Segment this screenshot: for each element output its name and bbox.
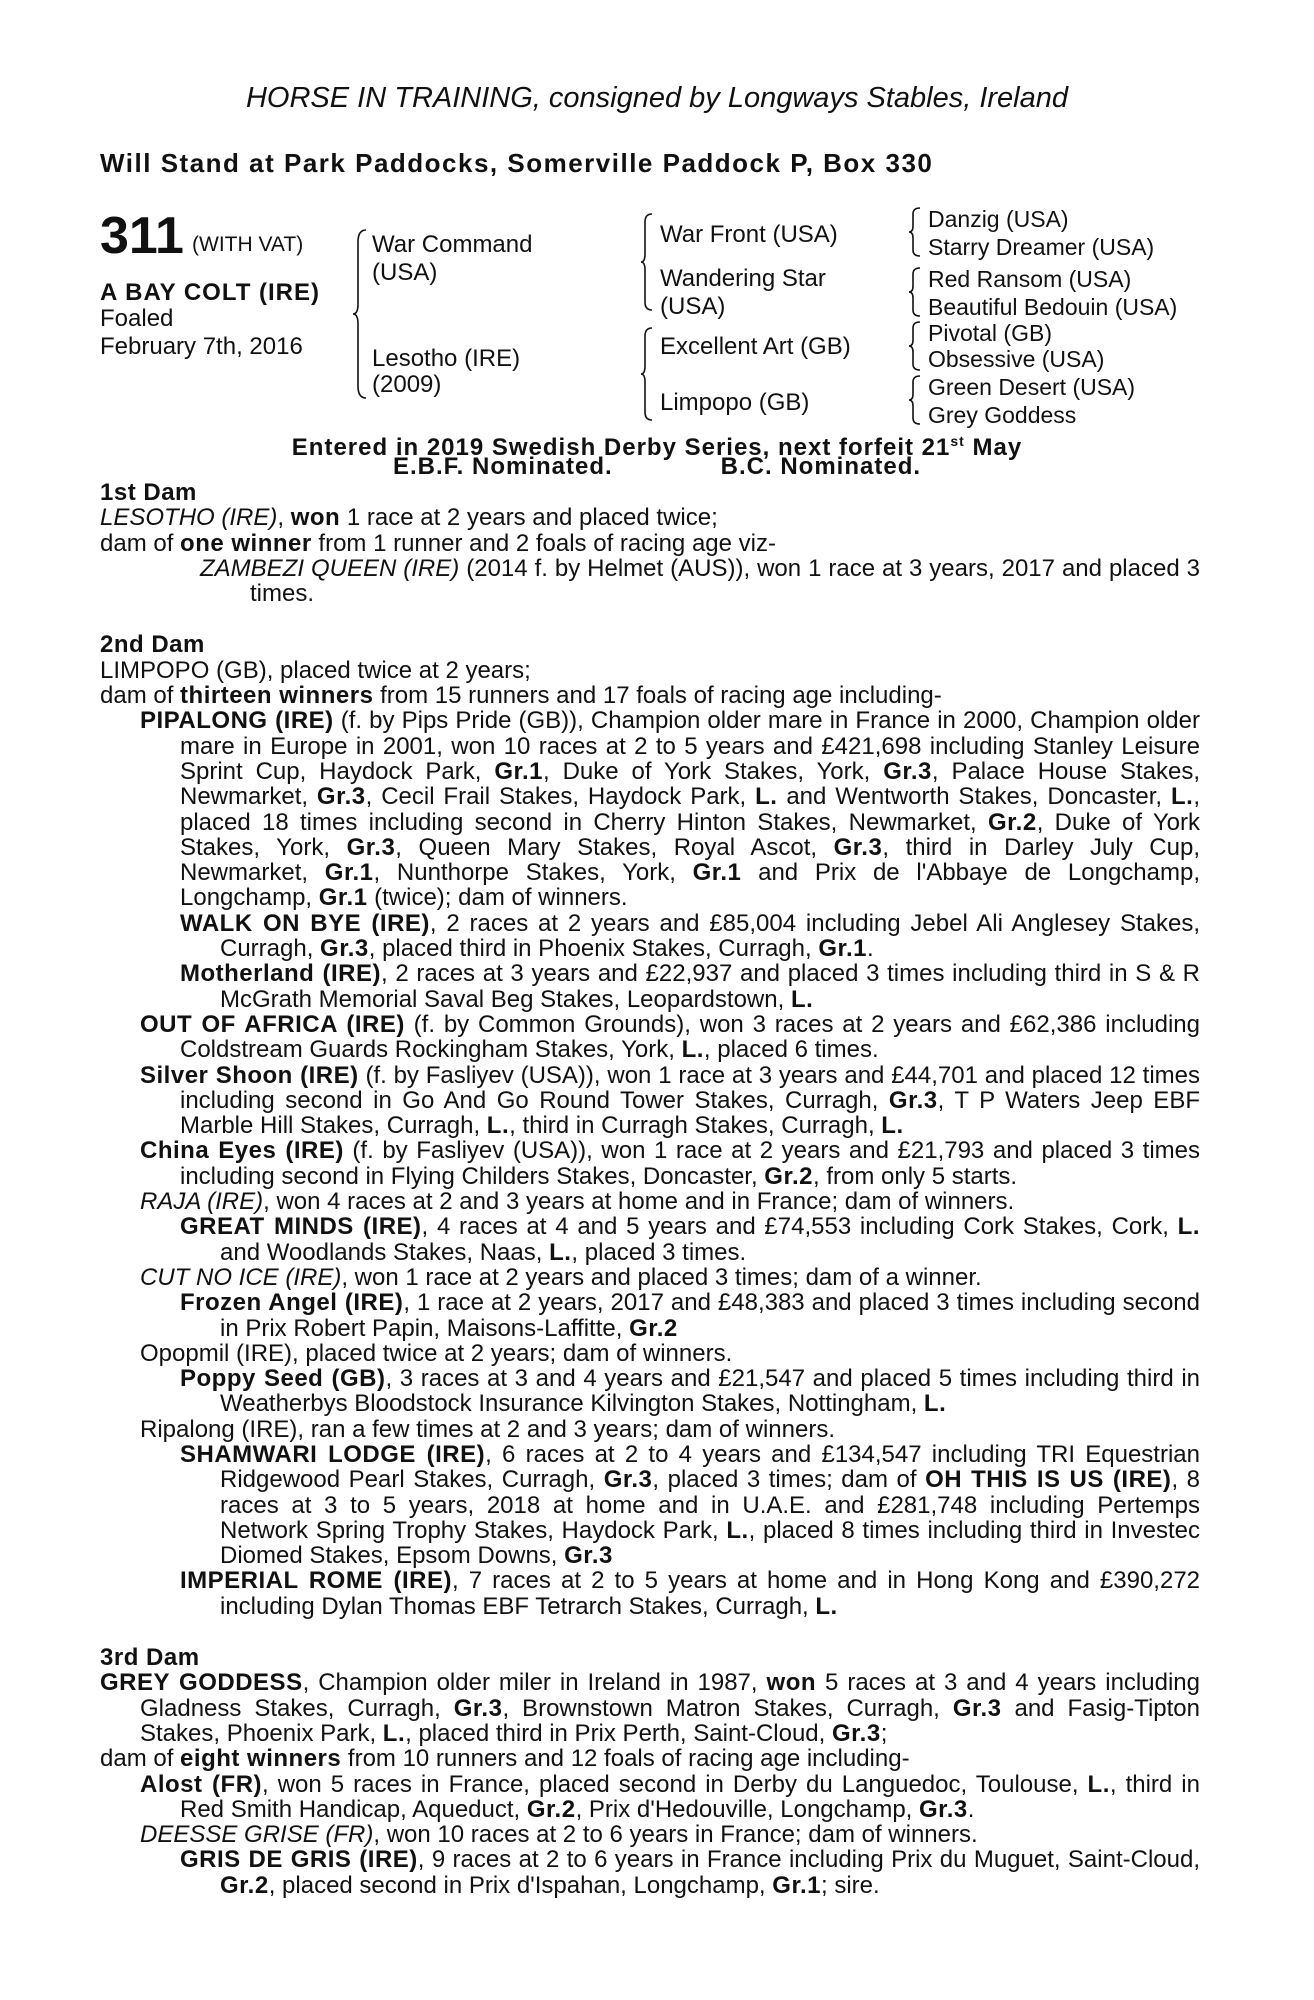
text-run: , Brownstown Matron Stakes, Curragh, — [502, 1694, 953, 1722]
produce-entry-silver-shoon — [100, 1063, 1200, 1139]
text-run: and Prix de l'Abbaye de Longchamp, Longchamp, — [180, 859, 1200, 912]
pedigree-brace-g34 — [908, 266, 922, 318]
text-run: 1 race at 2 years and placed twice; — [340, 504, 718, 532]
first-dam-entry — [100, 505, 1200, 530]
text-run: (f. by Common Grounds), won 3 races at 2 years and £62,386 including Coldstream Guards Rockingham Stakes, York, — [180, 1010, 1200, 1064]
first-dam-produce-summary — [100, 531, 1200, 556]
text-run: from 10 runners and 12 foals of racing age including- — [341, 1745, 910, 1773]
text-run: L. — [549, 1238, 572, 1266]
pedigree-dam-year: (2009) — [372, 371, 442, 398]
text-run: (f. by Pips Pride (GB)), Champion older mare in France in 2000, Champion older mare in Europe in 2001, won 10 races at 2 to 5 years and £421,698 including Stanley Leisure Sprint Cup, Haydock Park, — [180, 707, 1200, 785]
third-dam-heading: 3rd Dam — [100, 1644, 200, 1672]
text-run: won — [766, 1669, 817, 1697]
text-run: (f. by Fasliyev (USA)), won 1 race at 2 years and £21,793 and placed 3 times including second in Flying Childers Stakes, Doncaster, — [180, 1137, 1201, 1190]
text-run: IMPERIAL ROME (IRE) — [180, 1567, 452, 1595]
lot-number: 311 — [100, 207, 184, 265]
text-run: dam of — [100, 682, 181, 710]
third-dam-produce-summary — [100, 1746, 1200, 1771]
text-run: L. — [726, 1516, 749, 1544]
text-run: , 6 races at 2 to 4 years and £134,547 including TRI Equestrian Ridgewood Pearl Stakes, Curragh, — [220, 1440, 1200, 1494]
page-title: HORSE IN TRAINING, consigned by Longways Stables, Ireland — [245, 82, 1069, 114]
text-run: and Fasig-Tipton Stakes, Phoenix Park, — [140, 1694, 1200, 1747]
produce-entry-great-minds — [100, 1214, 1200, 1265]
text-run: ; — [880, 1719, 888, 1747]
text-run: , placed 3 times. — [571, 1238, 747, 1266]
text-run: , Queen Mary Stakes, Royal Ascot, — [395, 833, 834, 861]
pedigree-brace-dam — [640, 326, 654, 422]
stand-location: Will Stand at Park Paddocks, Somerville Paddock P, Box 330 — [100, 148, 934, 178]
lot-description: A BAY COLT (IRE) — [100, 279, 321, 306]
pedigree-gen3-1: Danzig (USA) — [928, 206, 1069, 232]
text-run: Gr.2 — [526, 1795, 576, 1823]
text-run: , placed third in Phoenix Stakes, Curragh, — [368, 935, 819, 963]
text-run: L. — [681, 1036, 704, 1064]
text-run: Gr.2 — [629, 1314, 678, 1342]
text-run: and Wentworth Stakes, Doncaster, — [777, 783, 1171, 811]
pedigree-dam-dam: Limpopo (GB) — [660, 389, 810, 416]
text-run: , Duke of York Stakes, York, — [543, 757, 884, 785]
pedigree-sire-sire: War Front (USA) — [660, 221, 838, 248]
pedigree-gen3-2: Starry Dreamer (USA) — [928, 234, 1155, 260]
text-run: Gr.3 — [888, 1086, 938, 1114]
produce-entry-zambezi-queen — [100, 556, 1200, 607]
pedigree-sire: War Command — [372, 231, 533, 258]
section-gap — [100, 606, 1200, 632]
text-run: . — [967, 1795, 975, 1823]
pedigree-sire-dam-origin: (USA) — [660, 293, 726, 320]
pedigree-brace-g56 — [908, 320, 922, 372]
text-run: Gr.3 — [603, 1466, 653, 1494]
second-dam-entry: LIMPOPO (GB), placed twice at 2 years; — [100, 656, 531, 684]
text-run: , Palace House Stakes, Newmarket, — [180, 757, 1201, 811]
text-run: Gr.3 — [883, 757, 932, 785]
text-run: from 1 runner and 2 foals of racing age viz- — [311, 529, 776, 557]
text-run: Gr.3 — [346, 833, 396, 861]
text-run: , won 10 races at 2 to 6 years in France; dam of winners. — [373, 1821, 978, 1849]
pedigree-dam-sire: Excellent Art (GB) — [660, 333, 851, 360]
text-run: , third in Curragh Stakes, Curragh, — [509, 1112, 882, 1140]
text-run: , 2 races at 2 years and £85,004 including Jebel Ali Anglesey Stakes, Curragh, — [220, 909, 1200, 963]
foaled-date: February 7th, 2016 — [100, 333, 303, 360]
third-dam-entry — [100, 1670, 1200, 1746]
derby-entry-sup: st — [950, 433, 965, 449]
produce-entry-raja — [100, 1189, 1200, 1214]
text-run: Gr.1 — [692, 859, 742, 887]
text-run: ; sire. — [820, 1871, 880, 1899]
text-run: Gr.2 — [764, 1162, 813, 1190]
text-run: Gr.3 — [832, 1719, 881, 1747]
text-run: , won 4 races at 2 and 3 years at home and in France; dam of winners. — [263, 1188, 1015, 1216]
produce-entry-frozen-angel — [100, 1290, 1200, 1341]
text-run: , third in Red Smith Handicap, Aqueduct, — [180, 1770, 1200, 1823]
produce-entry-poppy-seed — [100, 1366, 1200, 1417]
pedigree-gen3-6: Obsessive (USA) — [928, 346, 1105, 372]
text-run: CUT NO ICE (IRE) — [140, 1263, 342, 1291]
text-run: DEESSE GRISE (FR) — [140, 1821, 374, 1849]
text-run: , placed second in Prix d'Ispahan, Longchamp, — [268, 1871, 773, 1899]
produce-entry-china-eyes — [100, 1138, 1200, 1189]
pedigree-brace-g12 — [908, 206, 922, 258]
text-run: Silver Shoon (IRE) — [140, 1061, 359, 1089]
text-run: GREAT MINDS (IRE) — [180, 1213, 422, 1241]
text-run: (2014 f. by Helmet (AUS)), won 1 race at 3 years, 2017 and placed 3 times. — [250, 554, 1200, 608]
text-run: China Eyes (IRE) — [140, 1137, 344, 1165]
text-run: , placed 18 times including second in Cherry Hinton Stakes, Newmarket, — [180, 783, 1200, 836]
text-run: , Champion older miler in Ireland in 1987, — [302, 1669, 767, 1697]
derby-entry-text: Entered in 2019 Swedish Derby Series, next forfeit 21 — [291, 434, 951, 461]
text-run: L. — [1177, 1213, 1200, 1241]
text-run: , T P Waters Jeep EBF Marble Hill Stakes, Curragh, — [180, 1086, 1200, 1140]
text-run: Gr.3 — [316, 783, 366, 811]
text-run: OUT OF AFRICA (IRE) — [140, 1010, 405, 1038]
text-run: Alost (FR) — [140, 1770, 263, 1798]
text-run: L. — [486, 1112, 510, 1140]
pedigree-gen3-5: Pivotal (GB) — [928, 320, 1052, 346]
text-run: one winner — [180, 529, 312, 557]
first-dam-name: LESOTHO (IRE) — [100, 504, 278, 532]
produce-entry-ripalong: Ripalong (IRE), ran a few times at 2 and 3 years; dam of winners. — [140, 1415, 835, 1443]
text-run: , 4 races at 4 and 5 years and £74,553 including Cork Stakes, Cork, — [421, 1213, 1178, 1241]
second-dam-heading: 2nd Dam — [100, 631, 205, 659]
text-run: RAJA (IRE) — [140, 1188, 264, 1216]
text-run: ZAMBEZI QUEEN (IRE) — [200, 554, 460, 582]
produce-entry-pipalong — [100, 708, 1200, 910]
pedigree-dam: Lesotho (IRE) — [372, 345, 521, 372]
pedigree-brace-main — [352, 228, 368, 400]
text-run: Gr.2 — [220, 1871, 269, 1899]
pedigree-gen3-3: Red Ransom (USA) — [928, 266, 1132, 292]
text-run: from 15 runners and 17 foals of racing age including- — [373, 682, 942, 710]
text-run: L. — [881, 1112, 904, 1140]
text-run: won — [290, 504, 341, 532]
text-run: (twice); dam of winners. — [367, 884, 628, 912]
produce-entry-opopmil: Opopmil (IRE), placed twice at 2 years; dam of winners. — [140, 1339, 733, 1367]
produce-entry-out-of-africa — [100, 1012, 1200, 1063]
section-gap — [100, 1619, 1200, 1645]
produce-entry-deesse-grise — [100, 1822, 1200, 1847]
text-run: OH THIS IS US (IRE) — [925, 1466, 1172, 1494]
text-run: GREY GODDESS — [100, 1669, 303, 1697]
pedigree-gen3-8: Grey Goddess — [928, 402, 1077, 428]
bc-nomination: B.C. Nominated. — [720, 453, 922, 480]
text-run: dam of — [100, 529, 181, 557]
text-run: , placed third in Prix Perth, Saint-Cloud, — [405, 1719, 832, 1747]
text-run: Motherland (IRE) — [180, 960, 381, 988]
pedigree-gen3-4: Beautiful Bedouin (USA) — [928, 294, 1178, 320]
text-run: L. — [1087, 1770, 1110, 1798]
text-run: L. — [1171, 783, 1194, 811]
produce-entry-cut-no-ice — [100, 1265, 1200, 1290]
text-run: , placed 6 times. — [703, 1036, 879, 1064]
derby-entry-month: May — [964, 434, 1023, 461]
text-run: L. — [382, 1719, 406, 1747]
text-run: Gr.3 — [919, 1795, 968, 1823]
vat-label: (WITH VAT) — [192, 233, 304, 256]
text-run: dam of — [100, 1745, 181, 1773]
text-run: , placed 3 times; dam of — [652, 1466, 926, 1494]
second-dam-produce-summary — [100, 683, 1200, 708]
text-run: , third in Darley July Cup, Newmarket, — [180, 833, 1200, 887]
foaled-label: Foaled — [100, 305, 174, 332]
pedigree-sire-origin: (USA) — [372, 259, 438, 286]
text-run: Gr.1 — [494, 757, 544, 785]
text-run: , placed 8 times including third in Investec Diomed Stakes, Epsom Downs, — [220, 1516, 1201, 1570]
text-run: , Cecil Frail Stakes, Haydock Park, — [365, 783, 756, 811]
pedigree-brace-g78 — [908, 374, 922, 426]
text-run: SHAMWARI LODGE (IRE) — [180, 1440, 486, 1468]
ebf-nomination: E.B.F. Nominated. — [392, 453, 613, 480]
produce-entry-walk-on-bye — [100, 911, 1200, 962]
text-run: 5 races at 3 and 4 years including Gladness Stakes, Curragh, — [140, 1669, 1200, 1722]
text-run: , from only 5 starts. — [813, 1162, 1018, 1190]
pedigree-notes — [100, 480, 1200, 1898]
text-run: Gr.3 — [833, 833, 883, 861]
text-run: Gr.1 — [318, 884, 368, 912]
text-run: WALK ON BYE (IRE) — [180, 909, 430, 937]
text-run: Gr.3 — [564, 1542, 613, 1570]
nominations — [0, 454, 1314, 480]
text-run: , won 5 races in France, placed second in Derby du Languedoc, Toulouse, — [262, 1770, 1088, 1798]
produce-entry-gris-de-gris — [100, 1847, 1200, 1898]
text-run: L. — [755, 783, 778, 811]
text-run: Gr.1 — [324, 859, 374, 887]
text-run: , Prix d'Hedouville, Longchamp, — [575, 1795, 920, 1823]
text-run: L. — [790, 985, 814, 1013]
text-run: Frozen Angel (IRE) — [180, 1289, 404, 1317]
text-run: and Woodlands Stakes, Naas, — [220, 1238, 550, 1266]
produce-entry-imperial-rome — [100, 1568, 1200, 1619]
text-run: Gr.3 — [952, 1694, 1002, 1722]
produce-entry-alost — [100, 1772, 1200, 1823]
text-run: , — [277, 504, 291, 532]
text-run: , 7 races at 2 to 5 years at home and in Hong Kong and £390,272 including Dylan Thomas EBF Tetrarch Stakes, Curragh, — [220, 1567, 1201, 1620]
text-run: , 2 races at 3 years and £22,937 and placed 3 times including third in S & R McGrath Memorial Saval Beg Stakes, Leopardstown, — [220, 960, 1200, 1013]
text-run: , 8 races at 3 to 5 years, 2018 at home and in U.A.E. and £281,748 including Pertemps Network Spring Trophy Stakes, Haydock Park, — [220, 1466, 1200, 1544]
text-run: Gr.3 — [320, 935, 369, 963]
text-run: Gr.2 — [987, 808, 1037, 836]
text-run: , 9 races at 2 to 6 years in France including Prix du Muguet, Saint-Cloud, — [417, 1846, 1200, 1874]
text-run: Gr.1 — [772, 1871, 821, 1899]
text-run: , Duke of York Stakes, York, — [180, 808, 1200, 861]
text-run: Gr.1 — [818, 935, 868, 963]
produce-entry-motherland — [100, 961, 1200, 1012]
text-run: eight winners — [180, 1745, 342, 1773]
produce-entry-shamwari-lodge — [100, 1442, 1200, 1568]
text-run: , 3 races at 3 and 4 years and £21,547 and placed 5 times including third in Weatherbys Bloodstock Insurance Kilvington Stakes, Nottingham, — [220, 1365, 1200, 1418]
text-run: Poppy Seed (GB) — [180, 1365, 386, 1393]
text-run: L. — [923, 1390, 947, 1418]
pedigree-sire-dam: Wandering Star — [660, 265, 826, 292]
text-run: (f. by Fasliyev (USA)), won 1 race at 3 years and £44,701 and placed 12 times including second in Go And Go Round Tower Stakes, Curragh, — [180, 1061, 1200, 1114]
text-run: . — [867, 935, 874, 963]
text-run: , Nunthorpe Stakes, York, — [373, 859, 693, 887]
text-run: Gr.3 — [453, 1694, 503, 1722]
text-run: PIPALONG (IRE) — [140, 707, 334, 735]
text-run: , won 1 race at 2 years and placed 3 times; dam of a winner. — [341, 1263, 982, 1291]
pedigree-brace-sire — [640, 212, 654, 312]
text-run: thirteen winners — [180, 682, 374, 710]
text-run: L. — [815, 1592, 838, 1620]
pedigree-gen3-7: Green Desert (USA) — [928, 374, 1136, 400]
text-run: GRIS DE GRIS (IRE) — [180, 1846, 418, 1874]
first-dam-heading: 1st Dam — [100, 479, 197, 506]
text-run: , 1 race at 2 years, 2017 and £48,383 and placed 3 times including second in Prix Robert Papin, Maisons-Laffitte, — [220, 1289, 1200, 1342]
